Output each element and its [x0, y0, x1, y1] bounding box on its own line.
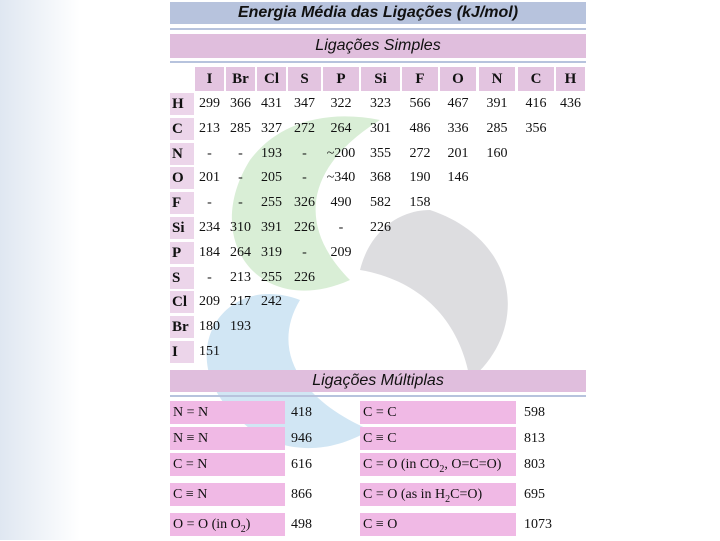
table-cell: 234: [199, 220, 220, 235]
left-bond-label: N = N: [170, 401, 285, 424]
table-cell: 242: [261, 294, 282, 310]
row-header: I: [170, 341, 194, 363]
table-cell: 255: [261, 195, 282, 211]
table-cell: 431: [261, 96, 282, 111]
row-header: Cl: [170, 291, 194, 313]
table-cell: 272: [409, 145, 431, 161]
table-cell: 285: [486, 120, 508, 136]
table-cell: 213: [230, 269, 251, 285]
table-cell: 217: [230, 294, 251, 310]
table-cell: 319: [261, 244, 282, 260]
left-bond-label: O = O (in $O_2$): [170, 513, 285, 536]
table-cell: 490: [330, 195, 352, 211]
left-bond-value: 418: [291, 405, 312, 420]
column-header: I: [195, 67, 224, 91]
table-cell: 355: [370, 145, 391, 161]
row-header: Br: [170, 316, 194, 338]
column-header: Si: [361, 67, 400, 91]
multiple-bonds-header: Ligações Múltiplas: [170, 370, 586, 392]
table-cell: 467: [447, 96, 469, 111]
table-cell: -: [207, 269, 212, 285]
table-cell: 327: [261, 120, 282, 136]
table-cell: 272: [294, 120, 315, 136]
table-cell: 151: [199, 344, 220, 359]
table-cell: 301: [370, 120, 391, 136]
simple-bonds-header: Ligações Simples: [170, 34, 586, 58]
table-cell: -: [238, 195, 243, 211]
right-bond-value: 695: [524, 487, 545, 502]
table-cell: 582: [370, 195, 391, 211]
table-cell: 226: [294, 269, 315, 285]
table-cell: 310: [230, 220, 251, 235]
left-bond-label: N ≡ N: [170, 427, 285, 450]
column-header: P: [323, 67, 359, 91]
table-cell: -: [207, 145, 212, 161]
multiple-divider: [170, 395, 586, 397]
table-cell: 566: [409, 96, 431, 111]
table-cell: 190: [409, 170, 431, 186]
right-bond-label: C ≡ O: [360, 513, 516, 536]
table-cell: 323: [370, 96, 391, 111]
right-bond-label: C = C: [360, 401, 516, 424]
table-cell: 193: [261, 145, 282, 161]
table-cell: ~340: [326, 170, 356, 186]
column-header: C: [518, 67, 554, 91]
page-title: Energia Média das Ligações (kJ/mol): [170, 2, 586, 24]
table-cell: 322: [330, 96, 352, 111]
right-bond-value: 813: [524, 431, 545, 446]
table-cell: 160: [486, 145, 508, 161]
table-cell: 356: [525, 120, 547, 136]
table-cell: 226: [294, 220, 315, 235]
simple-divider: [170, 61, 586, 63]
row-header: F: [170, 192, 194, 214]
right-bond-value: 598: [524, 405, 545, 420]
left-bond-label: C ≡ N: [170, 483, 285, 506]
table-cell: 391: [486, 96, 508, 111]
table-cell: 193: [230, 319, 251, 335]
table-cell: 205: [261, 170, 282, 186]
table-cell: -: [302, 145, 307, 161]
table-cell: 326: [294, 195, 315, 211]
left-bond-value: 866: [291, 487, 312, 502]
left-bond-label: C = N: [170, 453, 285, 476]
row-header: O: [170, 167, 194, 189]
table-cell: 158: [409, 195, 431, 211]
table-cell: 201: [199, 170, 220, 186]
column-header: H: [556, 67, 585, 91]
column-header: O: [440, 67, 476, 91]
table-cell: 336: [447, 120, 469, 136]
column-header: N: [479, 67, 515, 91]
table-cell: 486: [409, 120, 431, 136]
row-header: Si: [170, 217, 194, 239]
table-cell: 347: [294, 96, 315, 111]
left-bond-value: 616: [291, 457, 312, 472]
right-bond-label: C = O (as in $H_2C=O$): [360, 483, 516, 506]
table-cell: -: [338, 220, 344, 235]
table-cell: 416: [525, 96, 547, 111]
table-cell: -: [207, 195, 212, 211]
table-cell: 366: [230, 96, 251, 111]
table-cell: 368: [370, 170, 391, 186]
table-cell: -: [302, 170, 307, 186]
right-bond-label: C = O (in $CO_2$, O=C=O): [360, 453, 516, 476]
row-header: S: [170, 267, 194, 289]
table-cell: 264: [330, 120, 352, 136]
table-cell: 146: [447, 170, 469, 186]
column-header: Cl: [257, 67, 286, 91]
table-cell: 391: [261, 220, 282, 235]
table-cell: -: [238, 145, 243, 161]
table-cell: -: [238, 170, 243, 186]
table-cell: 201: [447, 145, 469, 161]
column-header: Br: [226, 67, 255, 91]
table-cell: 209: [199, 294, 220, 310]
column-header: F: [402, 67, 438, 91]
row-header: C: [170, 118, 194, 140]
table-cell: 226: [370, 220, 391, 235]
right-bond-value: 1073: [524, 517, 552, 532]
right-bond-value: 803: [524, 457, 545, 472]
left-bond-value: 498: [291, 517, 312, 532]
table-cell: 180: [199, 319, 220, 335]
table-cell: 299: [199, 96, 220, 111]
table-cell: 184: [199, 244, 220, 260]
title-divider: [170, 28, 586, 30]
right-bond-label: C ≡ C: [360, 427, 516, 450]
row-header: H: [170, 93, 194, 115]
left-bond-value: 946: [291, 431, 312, 446]
table-cell: 209: [330, 244, 352, 260]
table-cell: 255: [261, 269, 282, 285]
table-cell: 264: [230, 244, 251, 260]
table-cell: 436: [560, 96, 581, 111]
table-cell: 285: [230, 120, 251, 136]
row-header: P: [170, 242, 194, 264]
table-cell: -: [302, 244, 307, 260]
column-header: S: [288, 67, 321, 91]
table-cell: ~200: [326, 145, 356, 161]
row-header: N: [170, 143, 194, 165]
table-cell: 213: [199, 120, 220, 136]
